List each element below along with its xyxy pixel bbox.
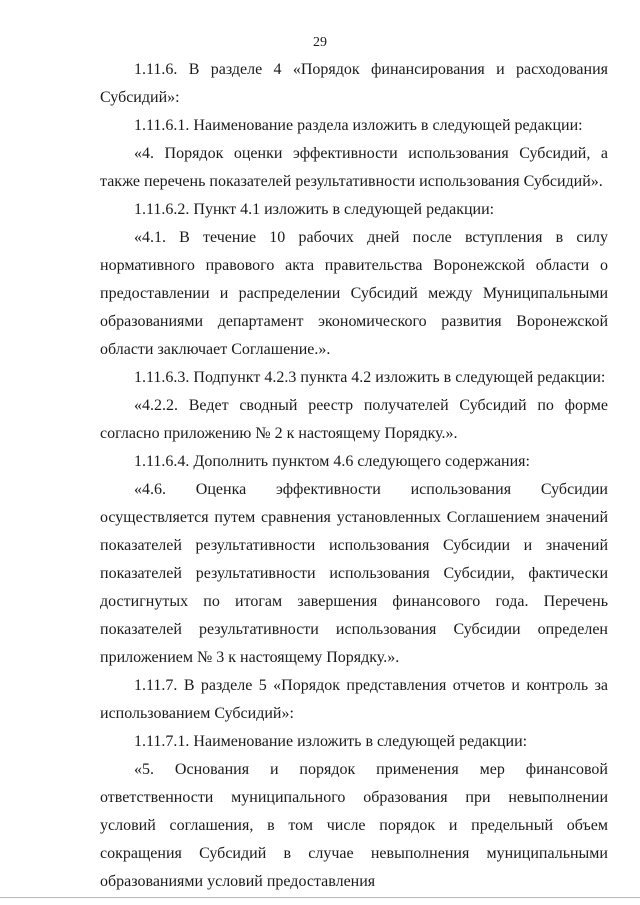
paragraph-1-11-6-2: 1.11.6.2. Пункт 4.1 изложить в следующей редакции:	[134, 201, 495, 218]
paragraph-1-11-6: 1.11.6. В разделе 4 «Порядок финансирования и расходования Субсидий»:	[100, 61, 608, 106]
paragraph-4-6: «4.6. Оценка эффективности использования Субсидии осуществляется путем сравнения установленных Соглашением значений показателей результативности использования Субсидии и значений показателей результативности использования Субсидии, фактически достигнутых по итогам завершения финансового года. Перечень показателей результативности использования Субсидии определен приложением № 3 к настоящему Порядку.».	[100, 481, 608, 666]
paragraph-1-11-7-1: 1.11.7.1. Наименование изложить в следующей редакции:	[134, 733, 528, 750]
paragraph-4-2-2: «4.2.2. Ведет сводный реестр получателей Субсидий по форме согласно приложению № 2 к настоящему Порядку.».	[100, 397, 608, 442]
paragraph-1-11-6-3: 1.11.6.3. Подпункт 4.2.3 пункта 4.2 изложить в следующей редакции:	[134, 369, 606, 386]
paragraph-1-11-6-1: 1.11.6.1. Наименование раздела изложить в следующей редакции:	[134, 117, 583, 134]
paragraph-1-11-7: 1.11.7. В разделе 5 «Порядок представления отчетов и контроль за использованием Субсидий»:	[100, 677, 608, 722]
paragraph-1-11-6-4: 1.11.6.4. Дополнить пунктом 4.6 следующего содержания:	[134, 453, 530, 470]
page-number: 29	[313, 35, 327, 50]
bottom-divider	[0, 897, 640, 898]
paragraph-4-1: «4.1. В течение 10 рабочих дней после вступления в силу нормативного правового акта правительства Воронежской области о предоставлении и распределении Субсидий между Муниципальными образованиями департамент экономического развития Воронежской области заключает Соглашение.».	[100, 229, 608, 358]
paragraph-section-5-title: «5. Основания и порядок применения мер финансовой ответственности муниципального образования при невыполнении условий соглашения, в том числе порядок и предельный объем сокращения Субсидий в случае невыполнения муниципальными образованиями условий предоставления	[100, 761, 608, 890]
paragraph-section-4-title: «4. Порядок оценки эффективности использования Субсидий, а также перечень показателей результативности использования Субсидий».	[100, 145, 608, 190]
document-body	[100, 56, 608, 896]
